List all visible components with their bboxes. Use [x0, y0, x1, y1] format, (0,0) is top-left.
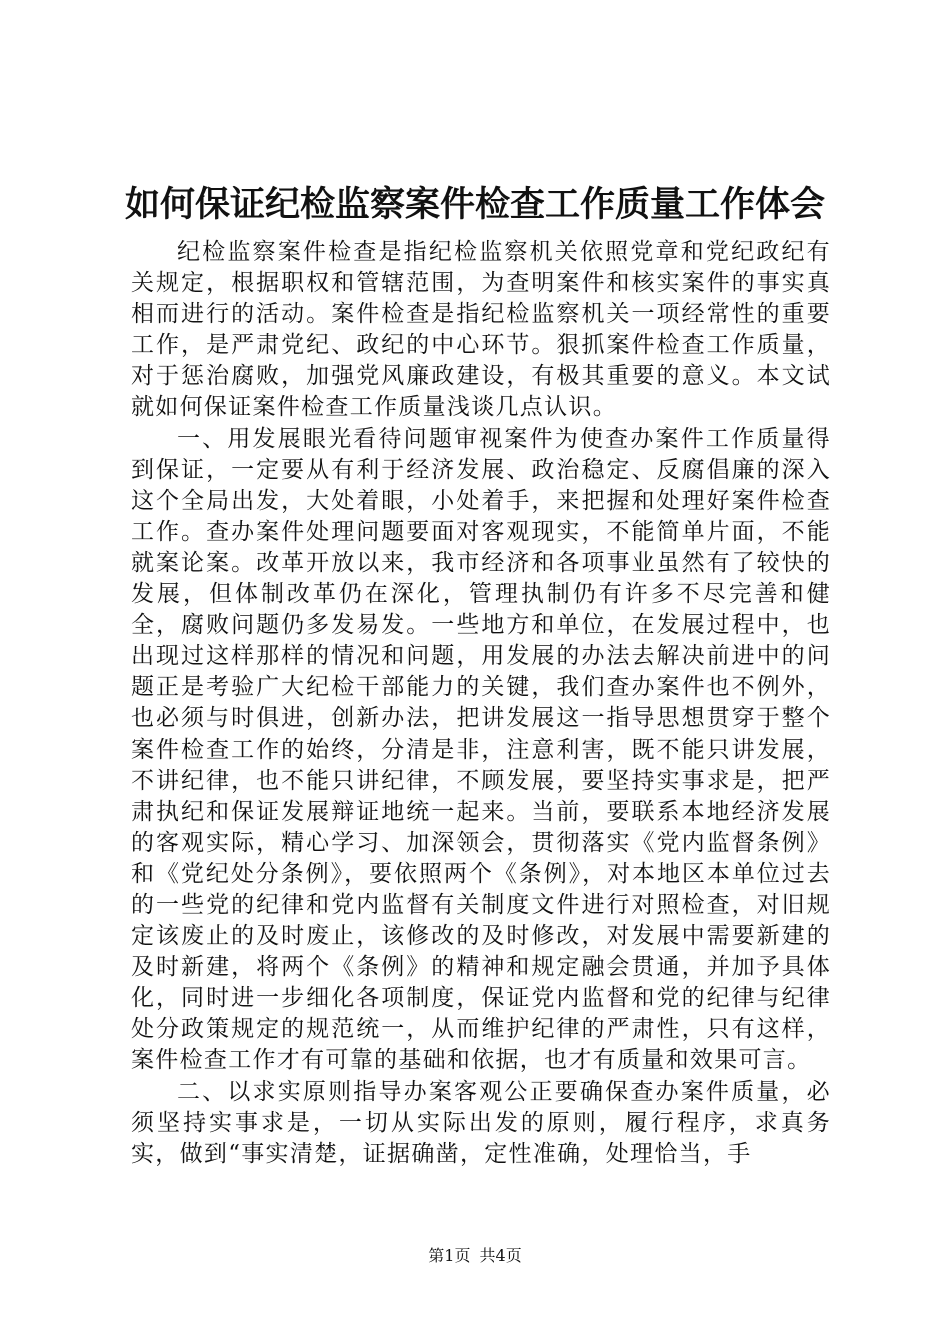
paragraph-section-1: 一、用发展眼光看待问题审视案件为使查办案件工作质量得到保证，一定要从有利于经济发展、政治稳定、反腐倡廉的深入这个全局出发，大处着眼，小处着手，来把握和处理好案件检查工作。查办案件处理问题要面对客观现实，不能简单片面，不能就案论案。改革开放以来，我市经济和各项事业虽然有了较快的发展，但体制改革仍在深化，管理执制仍有许多不尽完善和健全，腐败问题仍多发易发。一些地方和单位，在发展过程中，也出现过这样那样的情况和问题，用发展的办法去解决前进中的问题正是考验广大纪检干部能力的关键，我们查办案件也不例外，也必须与时俱进，创新办法，把讲发展这一指导思想贯穿于整个案件检查工作的始终，分清是非，注意利害，既不能只讲发展，不讲纪律，也不能只讲纪律，不顾发展，要坚持实事求是，把严肃执纪和保证发展辩证地统一起来。当前，要联系本地经济发展的客观实际，精心学习、加深领会，贯彻落实《党内监督条例》和《党纪处分条例》，要依照两个《条例》，对本地区本单位过去的一些党的纪律和党内监督有关制度文件进行对照检查，对旧规定该废止的及时废止，该修改的及时修改，对发展中需要新建的及时新建，将两个《条例》的精神和规定融会贯通，并加予具体化，同时进一步细化各项制度，保证党内监督和党的纪律与纪律处分政策规定的规范统一，从而维护纪律的严肃性，只有这样，案件检查工作才有可靠的基础和依据，也才有质量和效果可言。	[131, 425, 831, 1074]
document-body	[131, 237, 831, 1170]
page-total: 共4页	[479, 1246, 522, 1265]
paragraph-intro: 纪检监察案件检查是指纪检监察机关依照党章和党纪政纪有关规定，根据职权和管辖范围，为查明案件和核实案件的事实真相而进行的活动。案件检查是指纪检监察机关一项经常性的重要工作，是严肃党纪、政纪的中心环节。狠抓案件检查工作质量，对于惩治腐败，加强党风廉政建设，有极其重要的意义。本文试就如何保证案件检查工作质量浅谈几点认识。	[131, 239, 831, 421]
paragraph-section-2: 二、以求实原则指导办案客观公正要确保查办案件质量，必须坚持实事求是，一切从实际出发的原则，履行程序，求真务实，做到“事实清楚，证据确凿，定性准确，处理恰当，手	[131, 1078, 831, 1167]
page-footer	[0, 1244, 950, 1268]
document-title: 如何保证纪检监察案件检查工作质量工作体会	[124, 184, 825, 225]
page-number: 第1页	[428, 1246, 471, 1265]
